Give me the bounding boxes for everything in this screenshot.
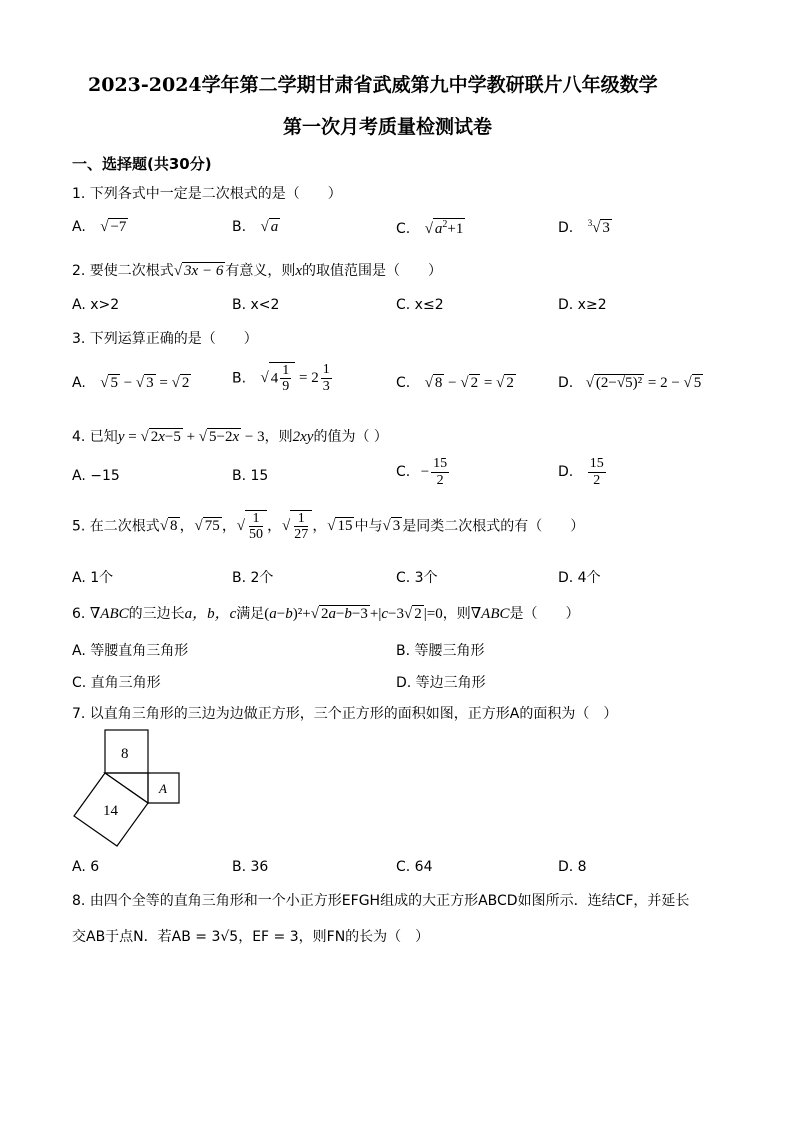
q7-option-b: B. 36 (232, 859, 269, 875)
q1-option-d: D. $^3$√ 3 (558, 218, 610, 236)
q3-option-b: B. √ 4 $\frac{1}{9}$ = 2 $\frac{1}{3}$ (232, 362, 330, 395)
question-8-line-1: 8. 由四个全等的直角三角形和一个小正方形EFGH组成的大正方形ABCD如图所示．连结CF，并延长 (72, 893, 690, 909)
q1-option-b: B. √ a (232, 219, 279, 235)
title-line-1: 2023-2024学年第二学期甘肃省武威第九中学教研联片八年级数学 (88, 74, 658, 96)
q2-option-c: C. x≤2 (396, 297, 444, 313)
q4-option-c: C. − $\frac{15}{2}$ (396, 456, 448, 488)
option-label: D. (558, 220, 574, 236)
q7-option-c: C. 64 (396, 859, 433, 875)
option-label: C. (396, 221, 411, 237)
q3-option-a: A. √ 5 − √ 3 = √ 2 (72, 375, 190, 391)
q5-option-b: B. 2个 (232, 570, 274, 586)
q2-option-b: B. x<2 (232, 297, 280, 313)
q6-option-d: D. 等边三角形 (396, 675, 486, 691)
label-8: 8 (121, 746, 129, 762)
question-8-line-2: 交AB于点N．若AB = 3√5，EF = 3，则FN的长为（ ） (72, 929, 430, 945)
question-6-stem: 6. ∇ABC的三边长a，b，c满足(a−b)²+√ 2a−b−3 +|c−3√ 2 |=0，则∇ABC是（ ） (72, 606, 580, 622)
q2-option-d: D. x≥2 (558, 297, 607, 313)
option-label: A. (72, 219, 86, 235)
label-a: A (159, 781, 167, 796)
q2-option-a: A. x>2 (72, 297, 120, 313)
q1-option-c: C. √ $a^2+1$ (396, 219, 464, 237)
option-label: B. (232, 219, 247, 235)
q5-option-a: A. 1个 (72, 570, 114, 586)
q1-option-a: A. √ −7 (72, 219, 127, 235)
section-heading: 一、选择题(共30分) (72, 155, 212, 173)
question-7-stem: 7. 以直角三角形的三边为边做正方形，三个正方形的面积如图，正方形A的面积为（ ） (72, 706, 618, 722)
question-4-stem: 4. 已知y = √ 2x−5 + √ 5−2x − 3，则2xy的值为（ ） (72, 429, 388, 445)
q3-option-d: D. √ (2−√5)² = 2 − √ 5 (558, 375, 702, 391)
question-3-stem: 3. 下列运算正确的是（ ） (72, 331, 258, 347)
q3-option-c: C. √ 8 − √ 2 = √ 2 (396, 375, 514, 391)
title-line-2: 第一次月考质量检测试卷 (283, 116, 493, 138)
q7-option-a: A. 6 (72, 859, 100, 875)
q6-option-c: C. 直角三角形 (72, 675, 161, 691)
q4-option-a: A. −15 (72, 468, 120, 484)
q6-option-b: B. 等腰三角形 (396, 643, 485, 659)
q7-option-d: D. 8 (558, 859, 587, 875)
q5-option-c: C. 3个 (396, 570, 438, 586)
q5-option-d: D. 4个 (558, 570, 601, 586)
question-2-stem: 2. 要使二次根式√ 3x − 6 有意义，则x的取值范围是（ ） (72, 263, 442, 279)
squares-figure (70, 728, 185, 848)
question-1-stem: 1. 下列各式中一定是二次根式的是（ ） (72, 186, 342, 202)
q6-option-a: A. 等腰直角三角形 (72, 643, 189, 659)
q4-option-b: B. 15 (232, 468, 269, 484)
question-5-stem: 5. 在二次根式√ 8 ，√ 75 ，√ $\frac{1}{50}$ ，√ $\frac{1}{27}$ ，√ 15 中与√ 3 是同类二次根式的有（ ） (72, 511, 585, 543)
q4-option-d: D. $\frac{15}{2}$ (558, 456, 604, 488)
label-14: 14 (103, 803, 118, 819)
right-triangle (105, 773, 148, 803)
